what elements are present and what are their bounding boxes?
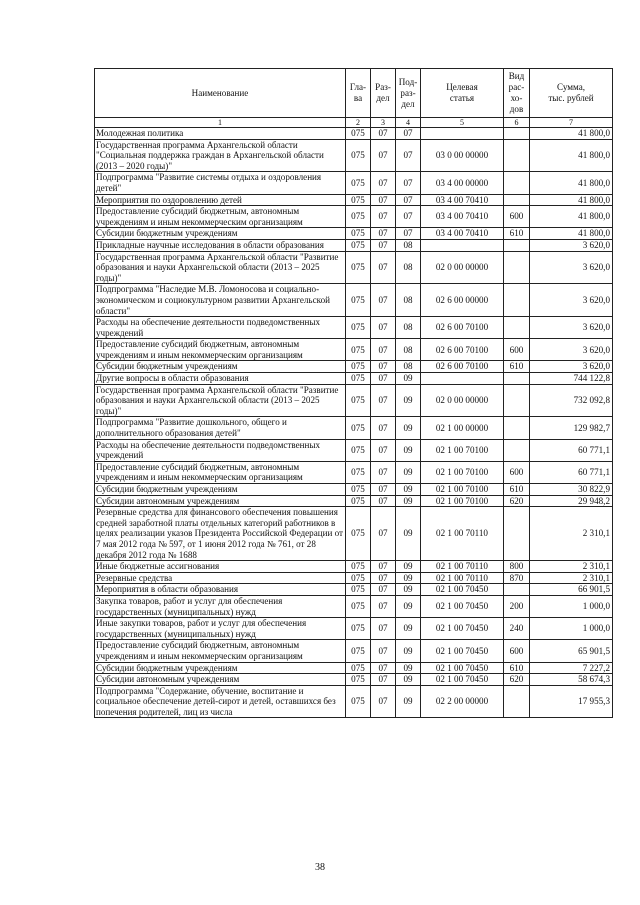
row-vid: 610	[504, 228, 530, 240]
table-row	[95, 339, 613, 361]
row-vid	[504, 439, 530, 461]
row-podrazdel: 07	[396, 206, 421, 228]
row-razdel: 07	[371, 640, 396, 662]
row-statya: 02 1 00 70100	[421, 495, 504, 507]
row-vid	[504, 239, 530, 251]
row-name: Субсидии бюджетным учреждениям	[95, 662, 346, 674]
row-statya: 02 1 00 70450	[421, 640, 504, 662]
table-row	[95, 206, 613, 228]
row-glava: 075	[346, 674, 371, 686]
row-razdel: 07	[371, 206, 396, 228]
row-vid	[504, 251, 530, 284]
page-number: 38	[315, 862, 325, 873]
row-name: Резервные средства для финансового обеспечения повышения средней заработной платы отдельных категорий работников в целях реализации указов Президента Российской Федерации от 7 мая 2012 года № 597, от 1 июня 2012 года № 761, от 28 декабря 2012 года № 1688	[95, 507, 346, 561]
row-summa: 41 800,0	[530, 172, 613, 194]
row-vid: 620	[504, 495, 530, 507]
row-razdel: 07	[371, 361, 396, 373]
row-podrazdel: 08	[396, 239, 421, 251]
row-name: Предоставление субсидий бюджетным, автономным учреждениям и иным некоммерческим организациям	[95, 640, 346, 662]
row-statya: 02 6 00 00000	[421, 284, 504, 317]
row-razdel: 07	[371, 662, 396, 674]
row-summa: 41 800,0	[530, 128, 613, 140]
row-name: Иные бюджетные ассигнования	[95, 561, 346, 573]
row-statya	[421, 128, 504, 140]
row-summa: 65 901,5	[530, 640, 613, 662]
row-summa: 60 771,1	[530, 461, 613, 483]
row-statya: 02 1 00 70110	[421, 507, 504, 561]
row-podrazdel: 09	[396, 461, 421, 483]
row-statya: 02 1 00 70450	[421, 674, 504, 686]
row-vid	[504, 685, 530, 718]
row-podrazdel: 08	[396, 317, 421, 339]
table-row	[95, 417, 613, 439]
table-row	[95, 618, 613, 640]
row-name: Субсидии автономным учреждениям	[95, 495, 346, 507]
row-statya: 03 4 00 70410	[421, 206, 504, 228]
table-row	[95, 284, 613, 317]
row-summa: 41 800,0	[530, 206, 613, 228]
header-razdel: Раз- дел	[371, 69, 396, 118]
row-summa: 3 620,0	[530, 361, 613, 373]
row-podrazdel: 09	[396, 674, 421, 686]
row-glava: 075	[346, 640, 371, 662]
row-name: Подпрограмма "Развитие системы отдыха и оздоровления детей"	[95, 172, 346, 194]
row-glava: 075	[346, 417, 371, 439]
row-razdel: 07	[371, 584, 396, 596]
row-glava: 075	[346, 251, 371, 284]
row-name: Иные закупки товаров, работ и услуг для обеспечения государственных (муниципальных) нужд	[95, 618, 346, 640]
row-podrazdel: 09	[396, 384, 421, 417]
table-row	[95, 139, 613, 172]
row-name: Субсидии бюджетным учреждениям	[95, 228, 346, 240]
row-glava: 075	[346, 339, 371, 361]
header-statya: Целевая статья	[421, 69, 504, 118]
row-summa: 2 310,1	[530, 561, 613, 573]
column-number: 2	[346, 118, 371, 128]
row-name: Подпрограмма "Содержание, обучение, воспитание и социальное обеспечение детей-сирот и детей, оставшихся без попечения родителей, лиц из числа	[95, 685, 346, 718]
row-podrazdel: 09	[396, 662, 421, 674]
row-podrazdel: 09	[396, 507, 421, 561]
row-glava: 075	[346, 507, 371, 561]
row-summa: 3 620,0	[530, 239, 613, 251]
row-name: Субсидии бюджетным учреждениям	[95, 484, 346, 496]
row-summa: 17 955,3	[530, 685, 613, 718]
row-glava: 075	[346, 239, 371, 251]
row-podrazdel: 09	[396, 595, 421, 617]
row-summa: 732 092,8	[530, 384, 613, 417]
row-vid	[504, 172, 530, 194]
row-summa: 41 800,0	[530, 228, 613, 240]
row-summa: 30 822,9	[530, 484, 613, 496]
row-podrazdel: 09	[396, 572, 421, 584]
row-statya: 02 6 00 70100	[421, 339, 504, 361]
row-summa: 1 000,0	[530, 618, 613, 640]
row-vid: 600	[504, 640, 530, 662]
row-podrazdel: 09	[396, 417, 421, 439]
row-statya: 02 1 00 70100	[421, 439, 504, 461]
row-name: Государственная программа Архангельской области "Социальная поддержка граждан в Архангельской области (2013 – 2020 годы)"	[95, 139, 346, 172]
row-summa: 3 620,0	[530, 317, 613, 339]
row-summa: 129 982,7	[530, 417, 613, 439]
row-glava: 075	[346, 128, 371, 140]
row-statya	[421, 239, 504, 251]
table-body	[95, 128, 613, 718]
row-statya: 02 6 00 70100	[421, 361, 504, 373]
row-razdel: 07	[371, 674, 396, 686]
row-glava: 075	[346, 384, 371, 417]
row-vid: 200	[504, 595, 530, 617]
table-row	[95, 461, 613, 483]
row-vid: 620	[504, 674, 530, 686]
row-glava: 075	[346, 228, 371, 240]
row-vid	[504, 373, 530, 385]
row-razdel: 07	[371, 484, 396, 496]
row-vid	[504, 584, 530, 596]
row-statya: 02 0 00 00000	[421, 384, 504, 417]
row-name: Субсидии бюджетным учреждениям	[95, 361, 346, 373]
budget-table-page	[94, 68, 614, 718]
row-podrazdel: 09	[396, 584, 421, 596]
column-number: 5	[421, 118, 504, 128]
row-glava: 075	[346, 584, 371, 596]
row-statya: 02 1 00 70100	[421, 484, 504, 496]
row-summa: 744 122,8	[530, 373, 613, 385]
row-statya: 02 1 00 70100	[421, 461, 504, 483]
row-razdel: 07	[371, 495, 396, 507]
table-row	[95, 572, 613, 584]
row-vid: 600	[504, 461, 530, 483]
row-name: Субсидии автономным учреждениям	[95, 674, 346, 686]
row-razdel: 07	[371, 239, 396, 251]
column-number: 6	[504, 118, 530, 128]
row-name: Подпрограмма "Наследие М.В. Ломоносова и социально-экономическом и социокультурном развитии Архангельской области"	[95, 284, 346, 317]
row-name: Другие вопросы в области образования	[95, 373, 346, 385]
row-glava: 075	[346, 139, 371, 172]
row-razdel: 07	[371, 139, 396, 172]
row-podrazdel: 07	[396, 128, 421, 140]
row-summa: 41 800,0	[530, 139, 613, 172]
column-number: 1	[95, 118, 346, 128]
row-podrazdel: 08	[396, 339, 421, 361]
row-vid: 610	[504, 361, 530, 373]
row-statya: 02 1 00 00000	[421, 417, 504, 439]
row-vid	[504, 384, 530, 417]
row-name: Мероприятия в области образования	[95, 584, 346, 596]
row-summa: 3 620,0	[530, 251, 613, 284]
row-razdel: 07	[371, 507, 396, 561]
row-vid: 240	[504, 618, 530, 640]
row-name: Государственная программа Архангельской области "Развитие образования и науки Архангельской области (2013 – 2025 годы)"	[95, 384, 346, 417]
row-razdel: 07	[371, 561, 396, 573]
row-razdel: 07	[371, 228, 396, 240]
table-row	[95, 662, 613, 674]
row-razdel: 07	[371, 618, 396, 640]
row-summa: 3 620,0	[530, 284, 613, 317]
row-statya: 03 4 00 00000	[421, 172, 504, 194]
row-summa: 7 227,2	[530, 662, 613, 674]
row-vid	[504, 317, 530, 339]
table-row	[95, 439, 613, 461]
row-podrazdel: 09	[396, 495, 421, 507]
table-row	[95, 228, 613, 240]
header-vid: Вид рас- хо- дов	[504, 69, 530, 118]
row-statya	[421, 373, 504, 385]
row-statya: 02 1 00 70450	[421, 662, 504, 674]
row-name: Расходы на обеспечение деятельности подведомственных учреждений	[95, 439, 346, 461]
table-row	[95, 317, 613, 339]
table-row	[95, 507, 613, 561]
row-summa: 3 620,0	[530, 339, 613, 361]
column-number: 4	[396, 118, 421, 128]
row-vid: 870	[504, 572, 530, 584]
row-statya: 02 1 00 70110	[421, 561, 504, 573]
row-glava: 075	[346, 618, 371, 640]
row-glava: 075	[346, 361, 371, 373]
row-vid	[504, 417, 530, 439]
column-number-row	[95, 118, 613, 128]
row-glava: 075	[346, 595, 371, 617]
row-glava: 075	[346, 561, 371, 573]
table-row	[95, 251, 613, 284]
row-razdel: 07	[371, 572, 396, 584]
table-row	[95, 674, 613, 686]
table-row	[95, 595, 613, 617]
row-glava: 075	[346, 685, 371, 718]
row-razdel: 07	[371, 417, 396, 439]
row-vid	[504, 128, 530, 140]
row-vid	[504, 139, 530, 172]
row-razdel: 07	[371, 461, 396, 483]
budget-table	[94, 68, 613, 718]
row-razdel: 07	[371, 172, 396, 194]
row-summa: 29 948,2	[530, 495, 613, 507]
row-glava: 075	[346, 194, 371, 206]
row-razdel: 07	[371, 194, 396, 206]
row-glava: 075	[346, 317, 371, 339]
row-podrazdel: 09	[396, 685, 421, 718]
row-summa: 2 310,1	[530, 572, 613, 584]
row-podrazdel: 07	[396, 228, 421, 240]
row-glava: 075	[346, 373, 371, 385]
row-statya: 02 0 00 00000	[421, 251, 504, 284]
table-row	[95, 484, 613, 496]
row-podrazdel: 09	[396, 439, 421, 461]
table-row	[95, 128, 613, 140]
row-razdel: 07	[371, 251, 396, 284]
row-name: Предоставление субсидий бюджетным, автономным учреждениям и иным некоммерческим организациям	[95, 461, 346, 483]
table-row	[95, 561, 613, 573]
row-vid: 600	[504, 339, 530, 361]
row-podrazdel: 07	[396, 139, 421, 172]
row-name: Закупка товаров, работ и услуг для обеспечения государственных (муниципальных) нужд	[95, 595, 346, 617]
column-number: 3	[371, 118, 396, 128]
row-podrazdel: 09	[396, 640, 421, 662]
row-statya: 02 6 00 70100	[421, 317, 504, 339]
row-razdel: 07	[371, 384, 396, 417]
row-glava: 075	[346, 484, 371, 496]
header-podrazdel: Под- раз- дел	[396, 69, 421, 118]
row-vid: 610	[504, 662, 530, 674]
table-row	[95, 384, 613, 417]
row-glava: 075	[346, 495, 371, 507]
row-podrazdel: 07	[396, 172, 421, 194]
row-statya: 03 4 00 70410	[421, 228, 504, 240]
row-name: Прикладные научные исследования в области образования	[95, 239, 346, 251]
table-row	[95, 194, 613, 206]
row-razdel: 07	[371, 339, 396, 361]
row-glava: 075	[346, 172, 371, 194]
row-podrazdel: 07	[396, 194, 421, 206]
row-glava: 075	[346, 206, 371, 228]
row-vid: 610	[504, 484, 530, 496]
row-vid	[504, 507, 530, 561]
row-razdel: 07	[371, 595, 396, 617]
table-row	[95, 584, 613, 596]
row-name: Расходы на обеспечение деятельности подведомственных учреждений	[95, 317, 346, 339]
table-row	[95, 640, 613, 662]
row-podrazdel: 08	[396, 361, 421, 373]
row-vid: 600	[504, 206, 530, 228]
table-row	[95, 373, 613, 385]
table-row	[95, 239, 613, 251]
row-vid	[504, 194, 530, 206]
row-glava: 075	[346, 439, 371, 461]
row-statya: 03 0 00 00000	[421, 139, 504, 172]
row-glava: 075	[346, 284, 371, 317]
row-podrazdel: 09	[396, 561, 421, 573]
row-podrazdel: 08	[396, 251, 421, 284]
row-name: Предоставление субсидий бюджетным, автономным учреждениям и иным некоммерческим организациям	[95, 206, 346, 228]
row-statya: 02 1 00 70110	[421, 572, 504, 584]
row-statya: 02 2 00 00000	[421, 685, 504, 718]
row-summa: 1 000,0	[530, 595, 613, 617]
row-podrazdel: 09	[396, 618, 421, 640]
row-summa: 66 901,5	[530, 584, 613, 596]
table-row	[95, 495, 613, 507]
header-summa: Сумма, тыс. рублей	[530, 69, 613, 118]
row-summa: 60 771,1	[530, 439, 613, 461]
row-podrazdel: 08	[396, 284, 421, 317]
row-glava: 075	[346, 662, 371, 674]
row-summa: 41 800,0	[530, 194, 613, 206]
row-name: Предоставление субсидий бюджетным, автономным учреждениям и иным некоммерческим организациям	[95, 339, 346, 361]
table-row	[95, 172, 613, 194]
row-vid: 800	[504, 561, 530, 573]
row-razdel: 07	[371, 373, 396, 385]
table-row	[95, 361, 613, 373]
header-name: Наименование	[95, 69, 346, 118]
row-statya: 02 1 00 70450	[421, 618, 504, 640]
column-number: 7	[530, 118, 613, 128]
row-name: Подпрограмма "Развитие дошкольного, общего и дополнительного образования детей"	[95, 417, 346, 439]
row-name: Молодежная политика	[95, 128, 346, 140]
table-row	[95, 685, 613, 718]
row-statya: 02 1 00 70450	[421, 584, 504, 596]
row-name: Мероприятия по оздоровлению детей	[95, 194, 346, 206]
row-podrazdel: 09	[396, 373, 421, 385]
row-razdel: 07	[371, 128, 396, 140]
row-name: Резервные средства	[95, 572, 346, 584]
row-name: Государственная программа Архангельской области "Развитие образования и науки Архангельской области (2013 – 2025 годы)"	[95, 251, 346, 284]
row-vid	[504, 284, 530, 317]
row-glava: 075	[346, 461, 371, 483]
row-razdel: 07	[371, 439, 396, 461]
row-podrazdel: 09	[396, 484, 421, 496]
row-statya: 03 4 00 70410	[421, 194, 504, 206]
row-summa: 58 674,3	[530, 674, 613, 686]
row-glava: 075	[346, 572, 371, 584]
row-statya: 02 1 00 70450	[421, 595, 504, 617]
row-summa: 2 310,1	[530, 507, 613, 561]
row-razdel: 07	[371, 317, 396, 339]
row-razdel: 07	[371, 284, 396, 317]
row-razdel: 07	[371, 685, 396, 718]
header-glava: Гла- ва	[346, 69, 371, 118]
table-header-row	[95, 69, 613, 118]
